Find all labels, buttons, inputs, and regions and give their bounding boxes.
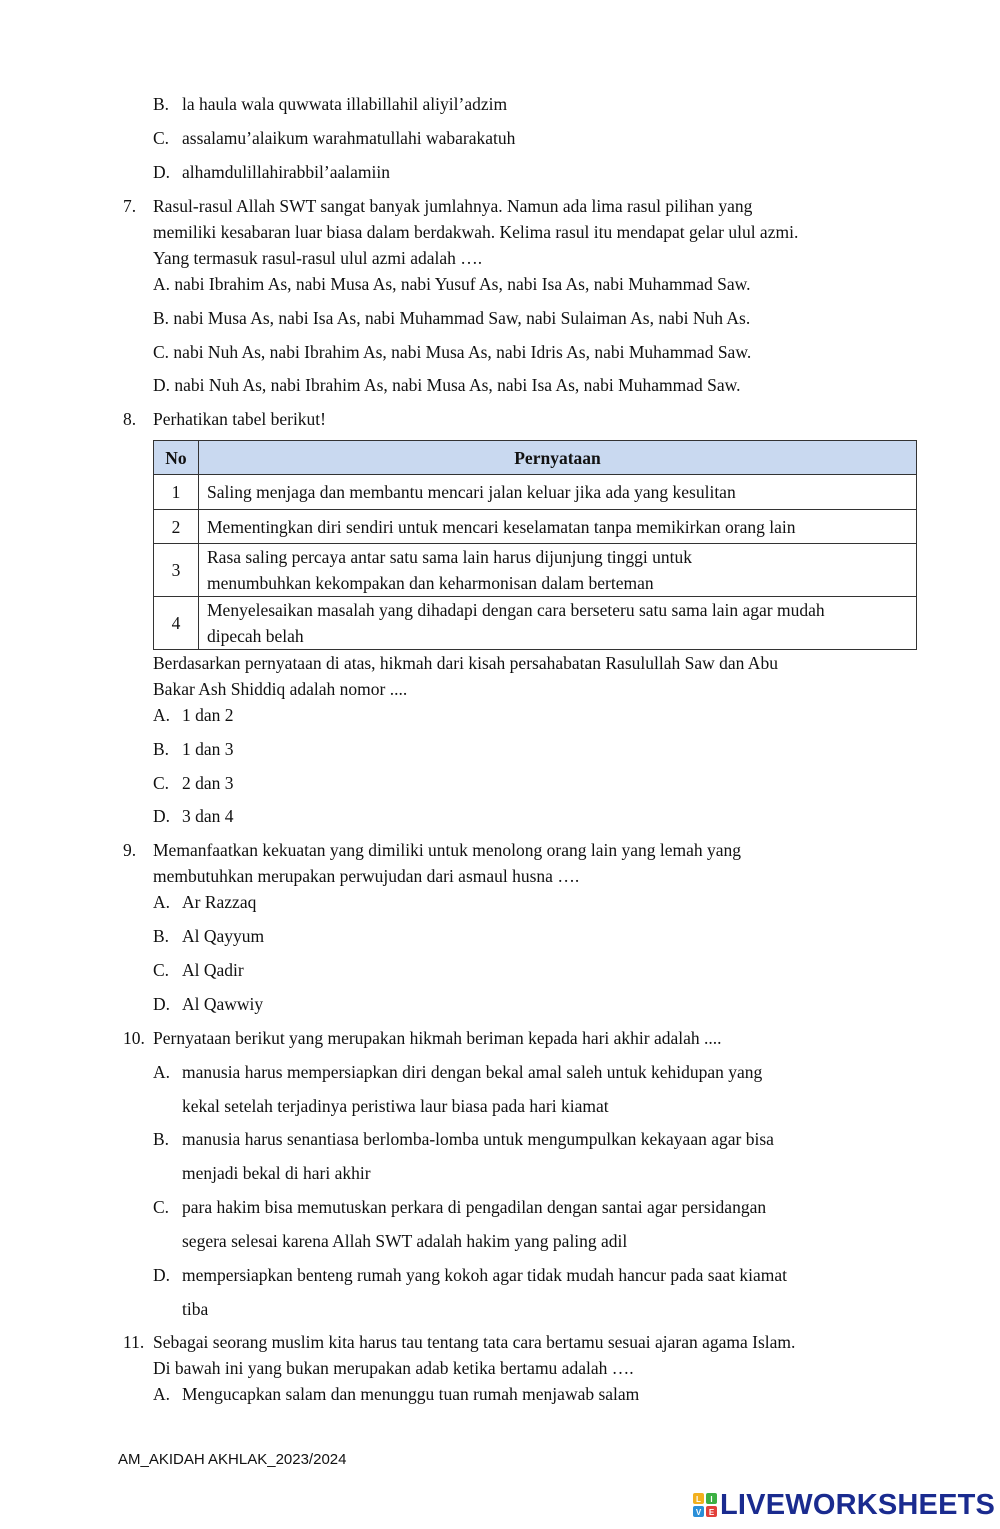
q9-option-a-letter: A. [153,892,171,912]
q8-option-a: 1 dan 2 [182,705,234,725]
liveworksheets-icon [692,1492,718,1518]
footer-label: AM_AKIDAH AKHLAK_2023/2024 [118,1451,347,1468]
q7-option-b: B. nabi Musa As, nabi Isa As, nabi Muhammad Saw, nabi Sulaiman As, nabi Nuh As. [153,308,751,328]
q6-option-b-letter: B. [153,94,170,114]
q11-option-a: Mengucapkan salam dan menunggu tuan rumah menjawab salam [182,1384,640,1404]
q6-option-b: la haula wala quwwata illabillahil aliyil’adzim [182,94,508,114]
q6-option-d-letter: D. [153,162,171,182]
q7-option-c: C. nabi Nuh As, nabi Ibrahim As, nabi Musa As, nabi Idris As, nabi Muhammad Saw. [153,342,752,362]
q6-option-c-letter: C. [153,128,170,148]
q7-option-d: D. nabi Nuh As, nabi Ibrahim As, nabi Musa As, nabi Isa As, nabi Muhammad Saw. [153,375,741,395]
q9-option-c: Al Qadir [182,960,244,980]
q7-number: 7. [123,196,137,216]
table-row [154,597,917,650]
q7-text-line: memiliki kesabaran luar biasa dalam berdakwah. Kelima rasul itu mendapat gelar ulul azmi. [153,222,799,242]
q10-option-b-line: menjadi bekal di hari akhir [182,1163,371,1183]
table-cell-statement [199,544,917,597]
q9-option-d-letter: D. [153,994,171,1014]
svg-text:E: E [708,1508,715,1517]
table-cell-statement: Saling menjaga dan membantu mencari jalan keluar jika ada yang kesulitan [199,475,917,510]
q10-option-d-letter: D. [153,1265,171,1285]
table-row [154,510,917,544]
q9-text-line: membutuhkan merupakan perwujudan dari asmaul husna …. [153,866,580,886]
table-cell-no: 2 [154,510,199,544]
q11-text-line: Di bawah ini yang bukan merupakan adab ketika bertamu adalah …. [153,1358,634,1378]
table-cell-line: Menyelesaikan masalah yang dihadapi dengan cara berseteru satu sama lain agar mudah [207,600,825,620]
q10-number: 10. [123,1028,145,1048]
q7-text-line: Rasul-rasul Allah SWT sangat banyak jumlahnya. Namun ada lima rasul pilihan yang [153,196,753,216]
q8-option-d-letter: D. [153,806,171,826]
liveworksheets-logo[interactable] [692,1487,995,1523]
q8-option-c: 2 dan 3 [182,773,234,793]
q10-option-a-line: manusia harus mempersiapkan diri dengan bekal amal saleh untuk kehidupan yang [182,1062,763,1082]
q8-option-d: 3 dan 4 [182,806,234,826]
q10-option-b-letter: B. [153,1129,170,1149]
q10-option-c-line: para hakim bisa memutuskan perkara di pengadilan dengan santai agar persidangan [182,1197,767,1217]
q9-option-c-letter: C. [153,960,170,980]
table-row [154,475,917,510]
q9-option-b: Al Qayyum [182,926,265,946]
q9-option-b-letter: B. [153,926,170,946]
q10-option-b-line: manusia harus senantiasa berlomba-lomba untuk mengumpulkan kekayaan agar bisa [182,1129,774,1149]
q11-text-line: Sebagai seorang muslim kita harus tau tentang tata cara bertamu sesuai ajaran agama Islam. [153,1332,796,1352]
q8-option-b-letter: B. [153,739,170,759]
table-header-row [154,441,917,475]
statement-table [153,440,917,650]
q8-intro: Perhatikan tabel berikut! [153,409,326,429]
q7-option-a: A. nabi Ibrahim As, nabi Musa As, nabi Yusuf As, nabi Isa As, nabi Muhammad Saw. [153,274,751,294]
q11-option-a-letter: A. [153,1384,171,1404]
q10-option-d-line: tiba [182,1299,209,1319]
q9-number: 9. [123,840,137,860]
q9-option-d: Al Qawwiy [182,994,264,1014]
svg-text:V: V [695,1508,702,1517]
q10-option-c-line: segera selesai karena Allah SWT adalah hakim yang paling adil [182,1231,628,1251]
q8-option-b: 1 dan 3 [182,739,234,759]
table-header-statement: Pernyataan [199,441,917,475]
q9-text-line: Memanfaatkan kekuatan yang dimiliki untuk menolong orang lain yang lemah yang [153,840,742,860]
q10-option-a-letter: A. [153,1062,171,1082]
table-cell-statement [199,597,917,650]
q11-number: 11. [123,1332,145,1352]
q8-text-line: Bakar Ash Shiddiq adalah nomor .... [153,679,408,699]
table-cell-statement: Mementingkan diri sendiri untuk mencari keselamatan tanpa memikirkan orang lain [199,510,917,544]
q9-option-a: Ar Razzaq [182,892,257,912]
q8-number: 8. [123,409,137,429]
table-header-no: No [154,441,199,475]
table-cell-line: Rasa saling percaya antar satu sama lain harus dijunjung tinggi untuk [207,547,693,567]
q6-option-c: assalamu’alaikum warahmatullahi wabarakatuh [182,128,516,148]
q10-option-a-line: kekal setelah terjadinya peristiwa laur biasa pada hari kiamat [182,1096,609,1116]
table-cell-no: 3 [154,544,199,597]
q6-option-d: alhamdulillahirabbil’aalamiin [182,162,390,182]
q7-text-line: Yang termasuk rasul-rasul ulul azmi adalah …. [153,248,483,268]
q10-option-c-letter: C. [153,1197,170,1217]
table-cell-no: 4 [154,597,199,650]
q10-option-d-line: mempersiapkan benteng rumah yang kokoh agar tidak mudah hancur pada saat kiamat [182,1265,787,1285]
q8-text-line: Berdasarkan pernyataan di atas, hikmah dari kisah persahabatan Rasulullah Saw dan Abu [153,653,778,673]
table-row [154,544,917,597]
svg-text:L: L [696,1495,701,1504]
q10-question: Pernyataan berikut yang merupakan hikmah beriman kepada hari akhir adalah .... [153,1028,722,1048]
liveworksheets-wordmark: LIVEWORKSHEETS [720,1488,996,1521]
table-cell-no: 1 [154,475,199,510]
svg-text:I: I [710,1495,713,1504]
table-cell-line: dipecah belah [207,626,304,646]
table-cell-line: menumbuhkan kekompakan dan keharmonisan dalam berteman [207,573,654,593]
q8-option-a-letter: A. [153,705,171,725]
q8-option-c-letter: C. [153,773,170,793]
